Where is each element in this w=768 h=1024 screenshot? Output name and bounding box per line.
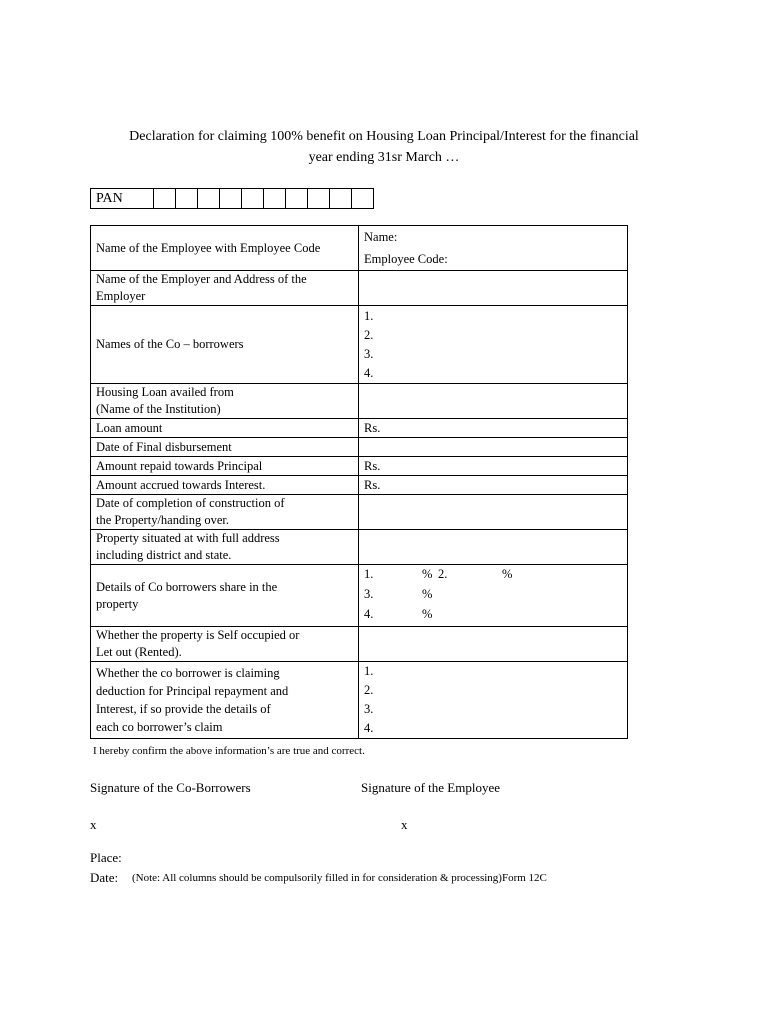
value-employee[interactable] (359, 226, 628, 271)
label-disbursement: Date of Final disbursement (91, 438, 359, 457)
pan-box[interactable] (352, 189, 374, 209)
value-loan-amount[interactable]: Rs. (359, 419, 628, 438)
pan-box[interactable] (154, 189, 176, 209)
title-line-2: year ending 31sr March … (308, 150, 460, 165)
label-interest: Amount accrued towards Interest. (91, 476, 359, 495)
label-occupancy-line2: Let out (Rented). (96, 645, 182, 659)
value-employer[interactable] (359, 271, 628, 306)
employee-code-label: Employee Code: (364, 252, 448, 266)
pan-box[interactable] (176, 189, 198, 209)
label-loan-amount: Loan amount (91, 419, 359, 438)
label-property (91, 530, 359, 565)
label-coborrowers: Names of the Co – borrowers (91, 306, 359, 384)
co-borrowers-signature-label: Signature of the Co-Borrowers (90, 780, 251, 795)
co-borrowers-signature-mark[interactable]: x (90, 817, 97, 832)
pan-box[interactable] (308, 189, 330, 209)
label-property-line1: Property situated at with full address (96, 531, 280, 545)
value-housing-loan[interactable] (359, 384, 628, 419)
label-principal: Amount repaid towards Principal (91, 457, 359, 476)
value-principal[interactable]: Rs. (359, 457, 628, 476)
row-disbursement (91, 438, 628, 457)
pan-box[interactable] (242, 189, 264, 209)
label-housing-loan (91, 384, 359, 419)
claim-2: 2. (364, 683, 374, 697)
label-occupancy-line1: Whether the property is Self occupied or (96, 628, 300, 642)
title-line-1: Declaration for claiming 100% benefit on Housing Loan Principal/Interest for the financial (129, 129, 639, 144)
pan-box[interactable] (264, 189, 286, 209)
row-completion (91, 495, 628, 530)
row-share (91, 565, 628, 627)
value-coborrowers[interactable] (359, 306, 628, 384)
share-3-number: 3. (364, 586, 374, 601)
label-claim-line4: each co borrower’s claim (96, 720, 223, 734)
share-2-number: 2. (438, 566, 448, 581)
label-housing-loan-line2: (Name of the Institution) (96, 402, 221, 416)
claim-3: 3. (364, 702, 374, 716)
claim-1: 1. (364, 664, 374, 678)
row-occupancy (91, 627, 628, 662)
value-completion[interactable] (359, 495, 628, 530)
value-share[interactable] (359, 565, 628, 627)
share-3-percent: % (422, 586, 433, 601)
place-label: Place: (90, 850, 122, 865)
label-property-line2: including district and state. (96, 548, 232, 562)
document-title (60, 126, 708, 168)
row-housing-loan (91, 384, 628, 419)
share-2-percent: % (502, 566, 513, 581)
row-interest (91, 476, 628, 495)
coborrower-1: 1. (364, 308, 374, 323)
value-interest[interactable]: Rs. (359, 476, 628, 495)
share-1-number: 1. (364, 566, 374, 581)
pan-box[interactable] (220, 189, 242, 209)
row-loan-amount (91, 419, 628, 438)
label-share (91, 565, 359, 627)
label-claim-line2: deduction for Principal repayment and (96, 684, 289, 698)
declaration-form (90, 225, 628, 739)
label-housing-loan-line1: Housing Loan availed from (96, 385, 234, 399)
employee-signature-mark[interactable]: x (401, 817, 408, 832)
label-claim (91, 662, 359, 739)
pan-box[interactable] (198, 189, 220, 209)
label-share-line1: Details of Co borrowers share in the (96, 579, 278, 594)
employee-signature-label: Signature of the Employee (361, 780, 500, 795)
pan-box[interactable] (286, 189, 308, 209)
pan-label: PAN (91, 189, 154, 209)
coborrower-3: 3. (364, 346, 374, 361)
label-employer: Name of the Employer and Address of the Employer (91, 271, 359, 306)
label-completion (91, 495, 359, 530)
pan-box[interactable] (330, 189, 352, 209)
label-claim-line1: Whether the co borrower is claiming (96, 666, 280, 680)
value-occupancy[interactable] (359, 627, 628, 662)
date-label: Date: (90, 870, 119, 885)
value-property[interactable] (359, 530, 628, 565)
row-coborrowers (91, 306, 628, 384)
note-text: (Note: All columns should be compulsorily filled in for consideration & processing)Form 12C (132, 872, 547, 884)
row-employee (91, 226, 628, 271)
label-employee: Name of the Employee with Employee Code (91, 226, 359, 271)
share-4-percent: % (422, 606, 433, 621)
row-principal (91, 457, 628, 476)
pan-table (90, 188, 374, 209)
label-completion-line1: Date of completion of construction of (96, 496, 285, 510)
employee-name-label: Name: (364, 230, 398, 244)
share-4-number: 4. (364, 606, 374, 621)
share-1-percent: % (422, 566, 433, 581)
row-claim (91, 662, 628, 739)
value-claim[interactable] (359, 662, 628, 739)
coborrower-4: 4. (364, 365, 374, 380)
coborrower-2: 2. (364, 327, 374, 342)
value-disbursement[interactable] (359, 438, 628, 457)
label-completion-line2: the Property/handing over. (96, 513, 229, 527)
label-claim-line3: Interest, if so provide the details of (96, 702, 271, 716)
claim-4: 4. (364, 721, 374, 735)
row-employer (91, 271, 628, 306)
label-occupancy (91, 627, 359, 662)
confirmation-text: I hereby confirm the above information’s are true and correct. (93, 745, 365, 757)
row-property (91, 530, 628, 565)
label-share-line2: property (96, 596, 139, 611)
